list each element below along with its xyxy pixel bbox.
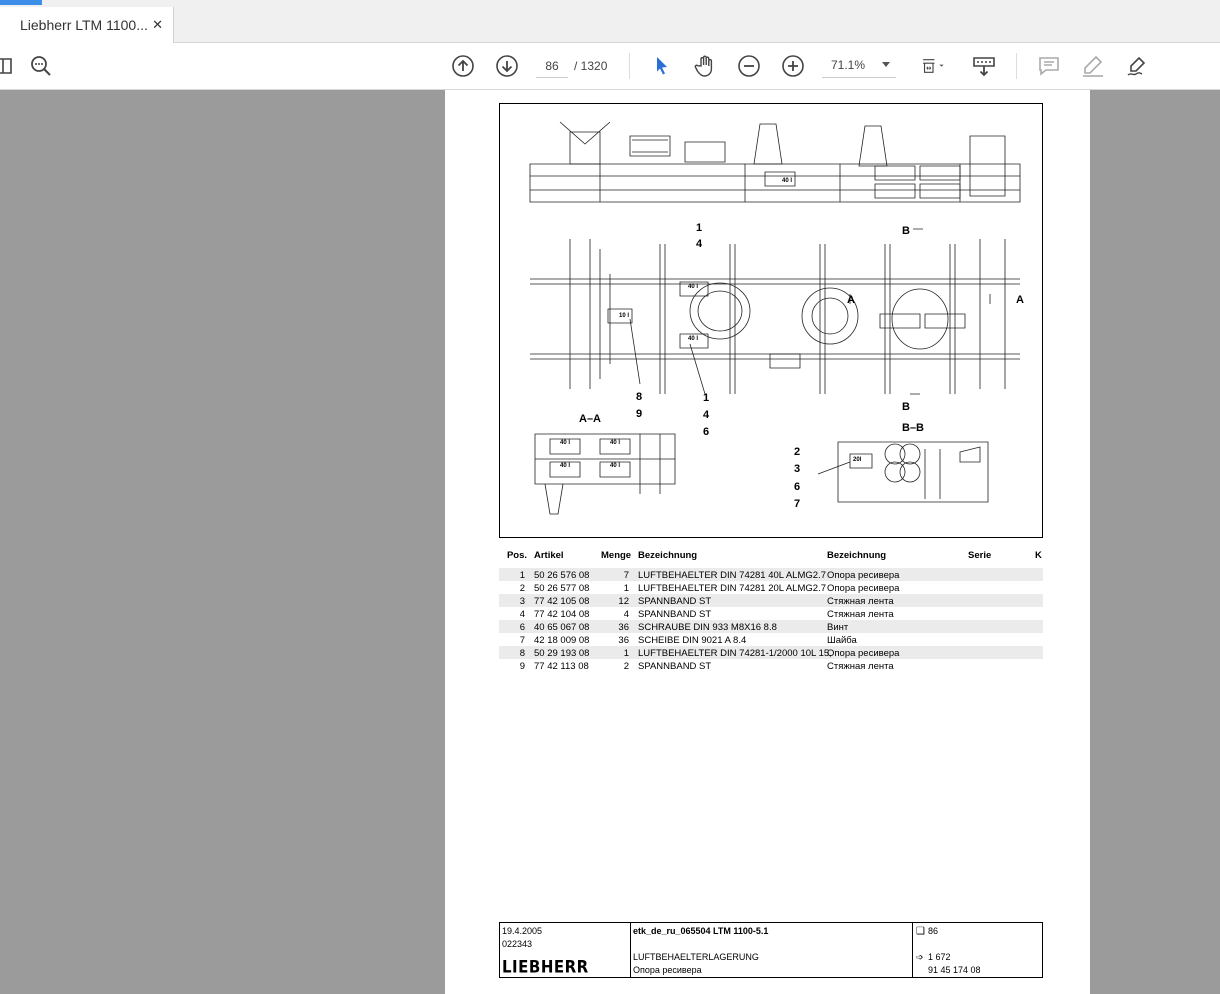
pdf-page xyxy=(445,90,1090,994)
title-block-right xyxy=(913,923,1042,977)
callout-6-right: 6 xyxy=(794,481,801,493)
page-number-input[interactable] xyxy=(536,54,568,78)
cell-artikel: 77 42 105 08 xyxy=(534,596,590,607)
header-serie: Serie xyxy=(968,550,992,561)
cell-menge: 1 xyxy=(623,648,629,659)
cell-bezeichnung-de: SPANNBAND ST xyxy=(638,596,712,607)
cell-bezeichnung-de: SCHEIBE DIN 9021 A 8.4 xyxy=(638,635,747,646)
cell-bezeichnung-ru: Стяжная лента xyxy=(827,609,894,620)
page-total: / 1320 xyxy=(574,59,608,73)
cell-pos: 1 xyxy=(519,570,525,581)
title-block-middle xyxy=(631,923,913,977)
callout-9: 9 xyxy=(636,408,643,420)
cell-bezeichnung-de: LUFTBEHAELTER DIN 74281-1/2000 10L 15, xyxy=(638,648,832,659)
callout-6-bottom: 6 xyxy=(703,426,710,438)
header-menge: Menge xyxy=(601,550,632,561)
toolbar-divider xyxy=(1016,53,1017,79)
cell-bezeichnung-de: SCHRAUBE DIN 933 M8X16 8.8 xyxy=(638,622,777,633)
cell-bezeichnung-de: LUFTBEHAELTER DIN 74281 20L ALMG2.7 xyxy=(638,583,826,594)
cell-bezeichnung-ru: Винт xyxy=(827,622,849,633)
cell-artikel: 50 26 577 08 xyxy=(534,583,590,594)
callout-1-top: 1 xyxy=(696,222,703,234)
cell-menge: 2 xyxy=(623,661,629,672)
zoom-select[interactable] xyxy=(822,54,896,78)
callout-A-left: A xyxy=(847,294,855,306)
cell-bezeichnung-ru: Шайба xyxy=(827,635,857,646)
callout-4-bottom: 4 xyxy=(703,409,710,421)
page-icon: ❑ xyxy=(916,926,925,937)
footer-ref1: 1 672 xyxy=(928,952,951,962)
tab-title: Liebherr LTM 1100... xyxy=(20,17,148,33)
header-bezeichnung-ru: Bezeichnung xyxy=(827,550,887,561)
table-row xyxy=(499,607,1043,620)
footer-title-de: LUFTBEHAELTERLAGERUNG xyxy=(633,952,759,962)
cell-pos: 4 xyxy=(519,609,525,620)
scroll-mode-icon[interactable] xyxy=(971,53,997,79)
cell-pos: 9 xyxy=(519,661,525,672)
chevron-down-icon xyxy=(882,62,890,67)
tank-label: 40 l xyxy=(782,178,793,184)
previous-page-icon[interactable] xyxy=(450,53,476,79)
cell-bezeichnung-de: SPANNBAND ST xyxy=(638,609,712,620)
tank-label: 40 l xyxy=(560,440,571,446)
close-tab-icon[interactable]: ✕ xyxy=(152,17,163,32)
cell-menge: 7 xyxy=(623,570,629,581)
tank-label: 40 l xyxy=(610,463,621,469)
table-row xyxy=(499,568,1043,581)
cell-pos: 6 xyxy=(519,622,525,633)
find-icon[interactable] xyxy=(28,53,54,79)
cell-artikel: 77 42 113 08 xyxy=(534,661,589,672)
footer-ref2: 91 45 174 08 xyxy=(928,965,981,975)
title-block xyxy=(499,922,1043,978)
callout-4-top: 4 xyxy=(696,238,703,250)
callout-7: 7 xyxy=(794,498,801,510)
header-pos: Pos. xyxy=(506,550,527,561)
title-block-left xyxy=(500,923,631,977)
tank-label: 20l xyxy=(853,457,862,463)
tank-label: 40 l xyxy=(688,284,699,290)
toolbar-divider xyxy=(629,53,630,79)
table-row xyxy=(499,633,1043,646)
callout-2: 2 xyxy=(794,446,801,458)
chassis-drawing xyxy=(500,104,1042,537)
document-tab[interactable] xyxy=(0,7,174,43)
callout-8: 8 xyxy=(636,391,643,403)
cell-artikel: 42 18 009 08 xyxy=(534,635,590,646)
cell-artikel: 50 26 576 08 xyxy=(534,570,590,581)
tank-label: 40 l xyxy=(560,463,571,469)
footer-page: 86 xyxy=(928,926,939,936)
hand-tool-icon[interactable] xyxy=(692,53,718,79)
zoom-in-icon[interactable] xyxy=(780,53,806,79)
tank-label: 40 l xyxy=(610,440,621,446)
callout-B-top: B xyxy=(902,225,910,237)
cell-menge: 12 xyxy=(618,596,629,607)
arrow-right-icon: ➩ xyxy=(916,952,924,962)
cell-pos: 2 xyxy=(519,583,525,594)
callout-A-right: A xyxy=(1016,294,1024,306)
header-artikel: Artikel xyxy=(534,550,564,561)
next-page-icon[interactable] xyxy=(494,53,520,79)
cell-pos: 7 xyxy=(519,635,525,646)
technical-drawing xyxy=(499,103,1043,538)
table-row xyxy=(499,620,1043,633)
cell-menge: 36 xyxy=(618,622,629,633)
section-label-AA: A–A xyxy=(579,413,602,425)
fit-page-icon[interactable] xyxy=(916,53,950,79)
header-bezeichnung-de: Bezeichnung xyxy=(638,550,698,561)
highlight-icon[interactable] xyxy=(1080,53,1106,79)
cell-menge: 1 xyxy=(623,583,629,594)
cell-artikel: 77 42 104 08 xyxy=(534,609,590,620)
sidebar-toggle-icon[interactable] xyxy=(0,53,18,79)
table-row xyxy=(499,581,1043,594)
cell-bezeichnung-ru: Опора ресивера xyxy=(827,570,900,581)
table-header xyxy=(499,546,1043,564)
cell-artikel: 40 65 067 08 xyxy=(534,622,590,633)
footer-title-ru: Опора ресивера xyxy=(633,965,702,975)
footer-number: 022343 xyxy=(502,939,533,949)
tank-label: 10 l xyxy=(619,313,630,319)
cell-bezeichnung-de: SPANNBAND ST xyxy=(638,661,712,672)
footer-date: 19.4.2005 xyxy=(502,926,543,936)
cell-bezeichnung-ru: Опора ресивера xyxy=(827,583,900,594)
callout-3: 3 xyxy=(794,463,801,475)
tank-label: 40 l xyxy=(688,336,699,342)
document-viewer[interactable] xyxy=(0,90,1220,994)
sign-icon[interactable] xyxy=(1124,53,1150,79)
cell-bezeichnung-ru: Опора ресивера xyxy=(827,648,900,659)
cell-bezeichnung-de: LUFTBEHAELTER DIN 74281 40L ALMG2.7 xyxy=(638,570,826,581)
zoom-out-icon[interactable] xyxy=(736,53,762,79)
title-strip xyxy=(0,0,1220,7)
cell-bezeichnung-ru: Стяжная лента xyxy=(827,596,894,607)
header-k: K xyxy=(1035,550,1042,561)
zoom-value: 71.1% xyxy=(831,58,866,72)
table-row xyxy=(499,659,1043,672)
cell-menge: 36 xyxy=(618,635,629,646)
parts-table xyxy=(499,546,1043,672)
select-tool-icon[interactable] xyxy=(648,53,674,79)
toolbar xyxy=(0,43,1220,90)
cell-pos: 8 xyxy=(519,648,525,659)
window-accent xyxy=(0,0,42,5)
cell-artikel: 50 29 193 08 xyxy=(534,648,590,659)
liebherr-logo: LIEBHERR xyxy=(502,957,627,976)
cell-bezeichnung-ru: Стяжная лента xyxy=(827,661,894,672)
callout-B-bottom: B xyxy=(902,401,910,413)
section-label-BB: B–B xyxy=(902,422,925,434)
callout-1-bottom: 1 xyxy=(703,392,710,404)
table-row xyxy=(499,594,1043,607)
footer-doc-id: etk_de_ru_065504 LTM 1100-5.1 xyxy=(633,926,769,936)
table-body xyxy=(499,568,1043,672)
cell-pos: 3 xyxy=(519,596,525,607)
comment-icon[interactable] xyxy=(1036,53,1062,79)
table-row xyxy=(499,646,1043,659)
cell-menge: 4 xyxy=(623,609,629,620)
tab-bar xyxy=(0,7,1220,43)
